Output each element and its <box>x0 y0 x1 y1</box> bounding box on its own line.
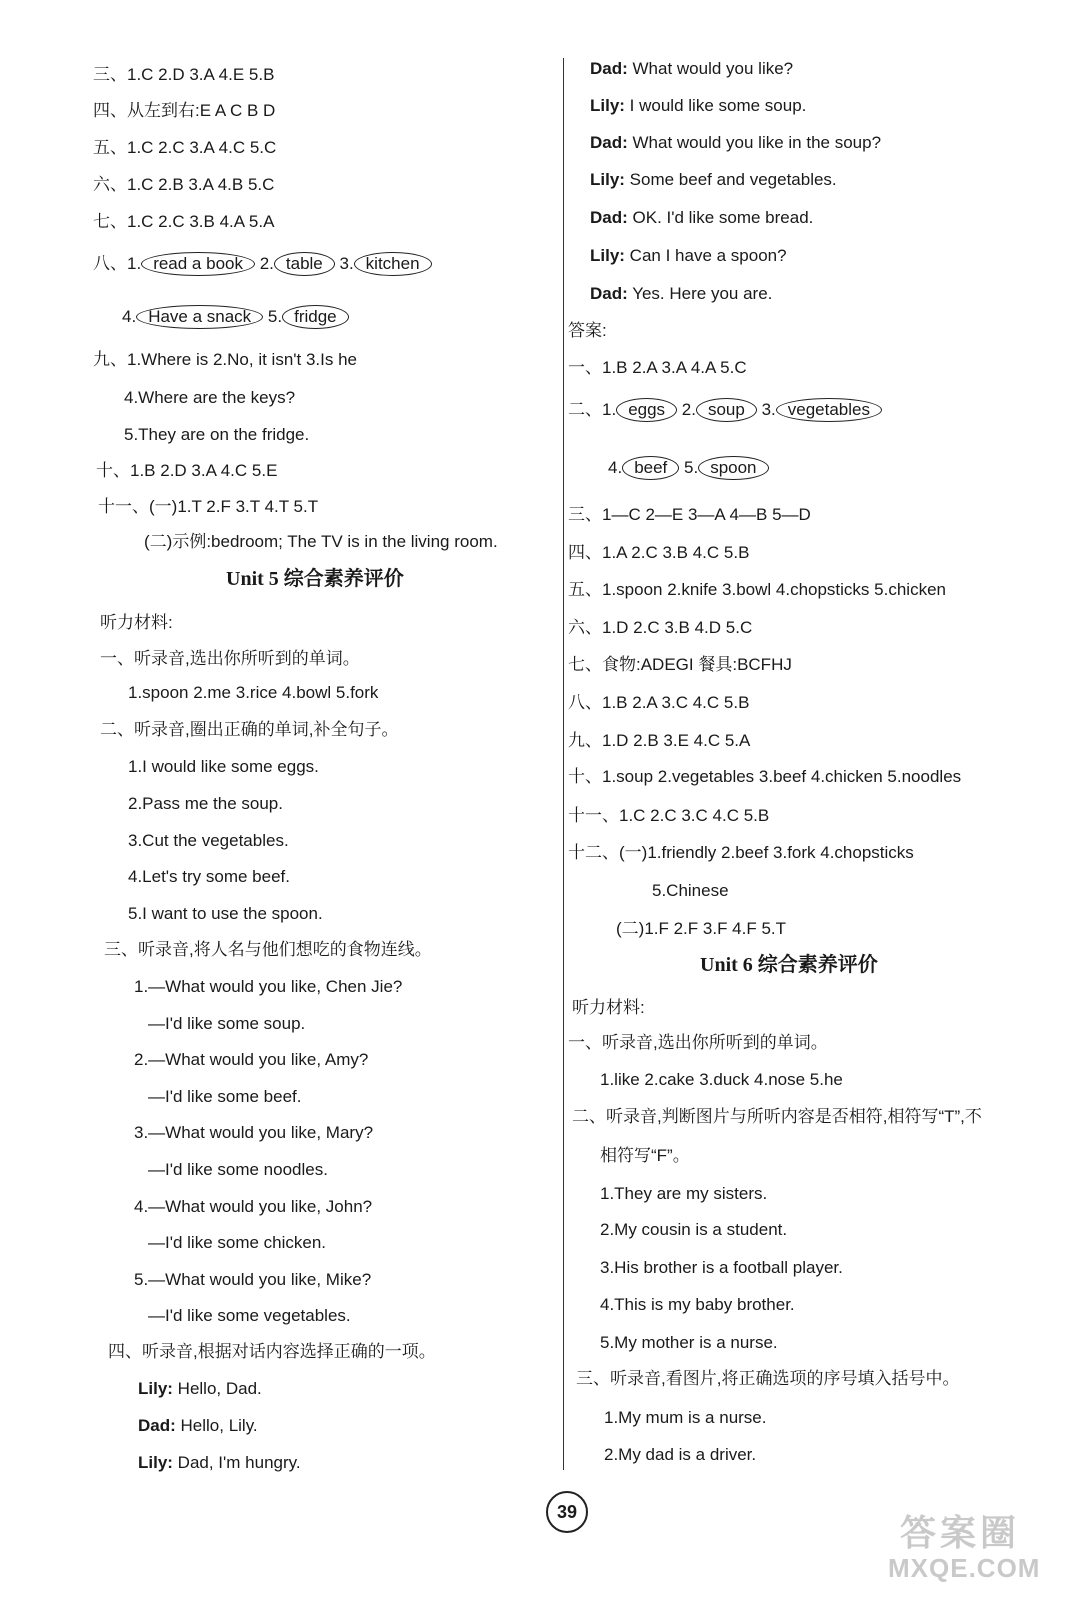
text-line: 三、听录音,看图片,将正确选项的序号填入括号中。 <box>576 1369 960 1388</box>
text-line: 五、1.spoon 2.knife 3.bowl 4.chopsticks 5.chicken <box>568 580 946 599</box>
dialogue-line <box>590 245 787 267</box>
answer-label: 八、1. <box>93 254 142 273</box>
text-line: 四、从左到右:E A C B D <box>93 101 276 120</box>
dialogue-text: Dad, I'm hungry. <box>172 1453 301 1472</box>
dialogue-line <box>590 283 772 305</box>
speaker-name: Dad: <box>590 208 628 227</box>
watermark-logo <box>888 1505 1066 1587</box>
circled-answer: read a book <box>141 252 255 276</box>
text-line: 1.—What would you like, Chen Jie? <box>134 977 403 996</box>
speaker-name: Lily: <box>590 170 625 189</box>
text-line: 十、1.B 2.D 3.A 4.C 5.E <box>96 461 278 480</box>
answer-label: 2. <box>677 400 696 419</box>
text-line: 二、听录音,判断图片与所听内容是否相符,相符写“T”,不 <box>572 1107 982 1126</box>
text-line: 三、1—C 2—E 3—A 4—B 5—D <box>568 505 811 524</box>
answer-label: 5. <box>263 307 283 326</box>
answer-label: 3. <box>334 254 354 273</box>
text-line: (二)1.F 2.F 3.F 4.F 5.T <box>616 919 787 938</box>
column-divider <box>563 58 564 1470</box>
answer-label: 4. <box>122 307 137 326</box>
text-line: —I'd like some soup. <box>148 1014 306 1033</box>
text-line: 4.Where are the keys? <box>124 388 296 407</box>
dialogue-text: OK. I'd like some bread. <box>627 208 814 227</box>
circled-answer: soup <box>696 398 757 422</box>
section-title: Unit 5 综合素养评价 <box>226 568 404 590</box>
text-line: —I'd like some beef. <box>148 1087 302 1106</box>
dialogue-text: Hello, Dad. <box>172 1379 262 1398</box>
answer-label: 4. <box>608 458 623 477</box>
text-line: 五、1.C 2.C 3.A 4.C 5.C <box>93 138 277 157</box>
text-line: 三、1.C 2.D 3.A 4.E 5.B <box>93 65 275 84</box>
speaker-name: Lily: <box>590 96 625 115</box>
dialogue-text: Yes. Here you are. <box>627 284 773 303</box>
text-line: 二、听录音,圈出正确的单词,补全句子。 <box>100 720 399 739</box>
text-line: 1.spoon 2.me 3.rice 4.bowl 5.fork <box>128 683 379 702</box>
circled-answer: eggs <box>616 398 677 422</box>
dialogue-line <box>138 1378 262 1400</box>
text-line: 四、1.A 2.C 3.B 4.C 5.B <box>568 543 750 562</box>
text-line: 一、听录音,选出你所听到的单词。 <box>568 1033 828 1052</box>
dialogue-text: Can I have a spoon? <box>624 246 787 265</box>
text-line: 1.My mum is a nurse. <box>604 1408 767 1427</box>
text-line: 1.I would like some eggs. <box>128 757 319 776</box>
text-line: 相符写“F”。 <box>600 1146 690 1165</box>
text-line: 2.—What would you like, Amy? <box>134 1050 369 1069</box>
dialogue-line <box>590 95 806 117</box>
dialogue-text: Hello, Lily. <box>175 1416 258 1435</box>
watermark-domain: MXQE.COM <box>888 1553 1041 1583</box>
text-line: 4.—What would you like, John? <box>134 1197 373 1216</box>
text-line: —I'd like some chicken. <box>148 1233 327 1252</box>
text-line: 听力材料: <box>100 613 173 632</box>
text-line: 六、1.D 2.C 3.B 4.D 5.C <box>568 618 753 637</box>
speaker-name: Dad: <box>590 284 628 303</box>
text-line: —I'd like some noodles. <box>148 1160 328 1179</box>
circled-answer: kitchen <box>354 252 432 276</box>
watermark-text: 答案圈 <box>900 1512 1021 1553</box>
speaker-name: Lily: <box>138 1453 173 1472</box>
dialogue-line <box>590 132 881 154</box>
text-line: 九、1.Where is 2.No, it isn't 3.Is he <box>93 350 358 369</box>
text-line: 三、听录音,将人名与他们想吃的食物连线。 <box>104 940 432 959</box>
text-line: 四、听录音,根据对话内容选择正确的一项。 <box>108 1342 436 1361</box>
dialogue-line <box>590 58 793 80</box>
speaker-name: Dad: <box>590 133 628 152</box>
dialogue-line <box>590 207 813 229</box>
dialogue-text: What would you like in the soup? <box>627 133 882 152</box>
text-line: 一、听录音,选出你所听到的单词。 <box>100 649 360 668</box>
answer-line <box>568 398 882 422</box>
speaker-name: Dad: <box>590 59 628 78</box>
answer-line <box>122 305 349 329</box>
text-line: 3.His brother is a football player. <box>600 1258 843 1277</box>
speaker-name: Dad: <box>138 1416 176 1435</box>
answer-label: 二、1. <box>568 400 617 419</box>
speaker-name: Lily: <box>590 246 625 265</box>
text-line: 4.This is my baby brother. <box>600 1295 795 1314</box>
answer-label: 5. <box>679 458 699 477</box>
text-line: 七、食物:ADEGI 餐具:BCFHJ <box>568 655 792 674</box>
answer-line <box>93 252 432 276</box>
text-line: 5.My mother is a nurse. <box>600 1333 778 1352</box>
text-line: 十一、1.C 2.C 3.C 4.C 5.B <box>568 806 770 825</box>
dialogue-text: Some beef and vegetables. <box>624 170 837 189</box>
text-line: 5.Chinese <box>652 881 729 900</box>
answer-line <box>608 456 769 480</box>
text-line: 2.Pass me the soup. <box>128 794 283 813</box>
circled-answer: fridge <box>282 305 349 329</box>
circled-answer: spoon <box>698 456 768 480</box>
section-title: Unit 6 综合素养评价 <box>700 954 878 976</box>
dialogue-text: I would like some soup. <box>624 96 807 115</box>
text-line: 七、1.C 2.C 3.B 4.A 5.A <box>93 212 275 231</box>
text-line: 1.like 2.cake 3.duck 4.nose 5.he <box>600 1070 843 1089</box>
text-line: 答案: <box>568 321 607 340</box>
circled-answer: vegetables <box>776 398 882 422</box>
text-line: 5.I want to use the spoon. <box>128 904 323 923</box>
speaker-name: Lily: <box>138 1379 173 1398</box>
text-line: 1.They are my sisters. <box>600 1184 768 1203</box>
text-line: 八、1.B 2.A 3.C 4.C 5.B <box>568 693 750 712</box>
circled-answer: table <box>274 252 335 276</box>
circled-answer: beef <box>622 456 679 480</box>
text-line: 3.Cut the vegetables. <box>128 831 289 850</box>
text-line: 4.Let's try some beef. <box>128 867 290 886</box>
text-line: (二)示例:bedroom; The TV is in the living room. <box>144 532 498 551</box>
text-line: 六、1.C 2.B 3.A 4.B 5.C <box>93 175 275 194</box>
text-line: 2.My cousin is a student. <box>600 1220 788 1239</box>
circled-answer: Have a snack <box>136 305 263 329</box>
text-line: 3.—What would you like, Mary? <box>134 1123 374 1142</box>
text-line: —I'd like some vegetables. <box>148 1306 351 1325</box>
dialogue-text: What would you like? <box>627 59 794 78</box>
text-line: 一、1.B 2.A 3.A 4.A 5.C <box>568 358 747 377</box>
text-line: 九、1.D 2.B 3.E 4.C 5.A <box>568 731 751 750</box>
text-line: 十一、(一)1.T 2.F 3.T 4.T 5.T <box>98 497 319 516</box>
answer-label: 2. <box>254 254 274 273</box>
text-line: 5.—What would you like, Mike? <box>134 1270 372 1289</box>
text-line: 十二、(一)1.friendly 2.beef 3.fork 4.chopsticks <box>568 843 914 862</box>
text-line: 听力材料: <box>572 998 645 1017</box>
page-number: 39 <box>546 1491 588 1533</box>
text-line: 5.They are on the fridge. <box>124 425 310 444</box>
answer-label: 3. <box>756 400 776 419</box>
text-line: 2.My dad is a driver. <box>604 1445 757 1464</box>
dialogue-line <box>590 169 837 191</box>
dialogue-line <box>138 1415 258 1437</box>
dialogue-line <box>138 1452 301 1474</box>
text-line: 十、1.soup 2.vegetables 3.beef 4.chicken 5.noodles <box>568 767 962 786</box>
